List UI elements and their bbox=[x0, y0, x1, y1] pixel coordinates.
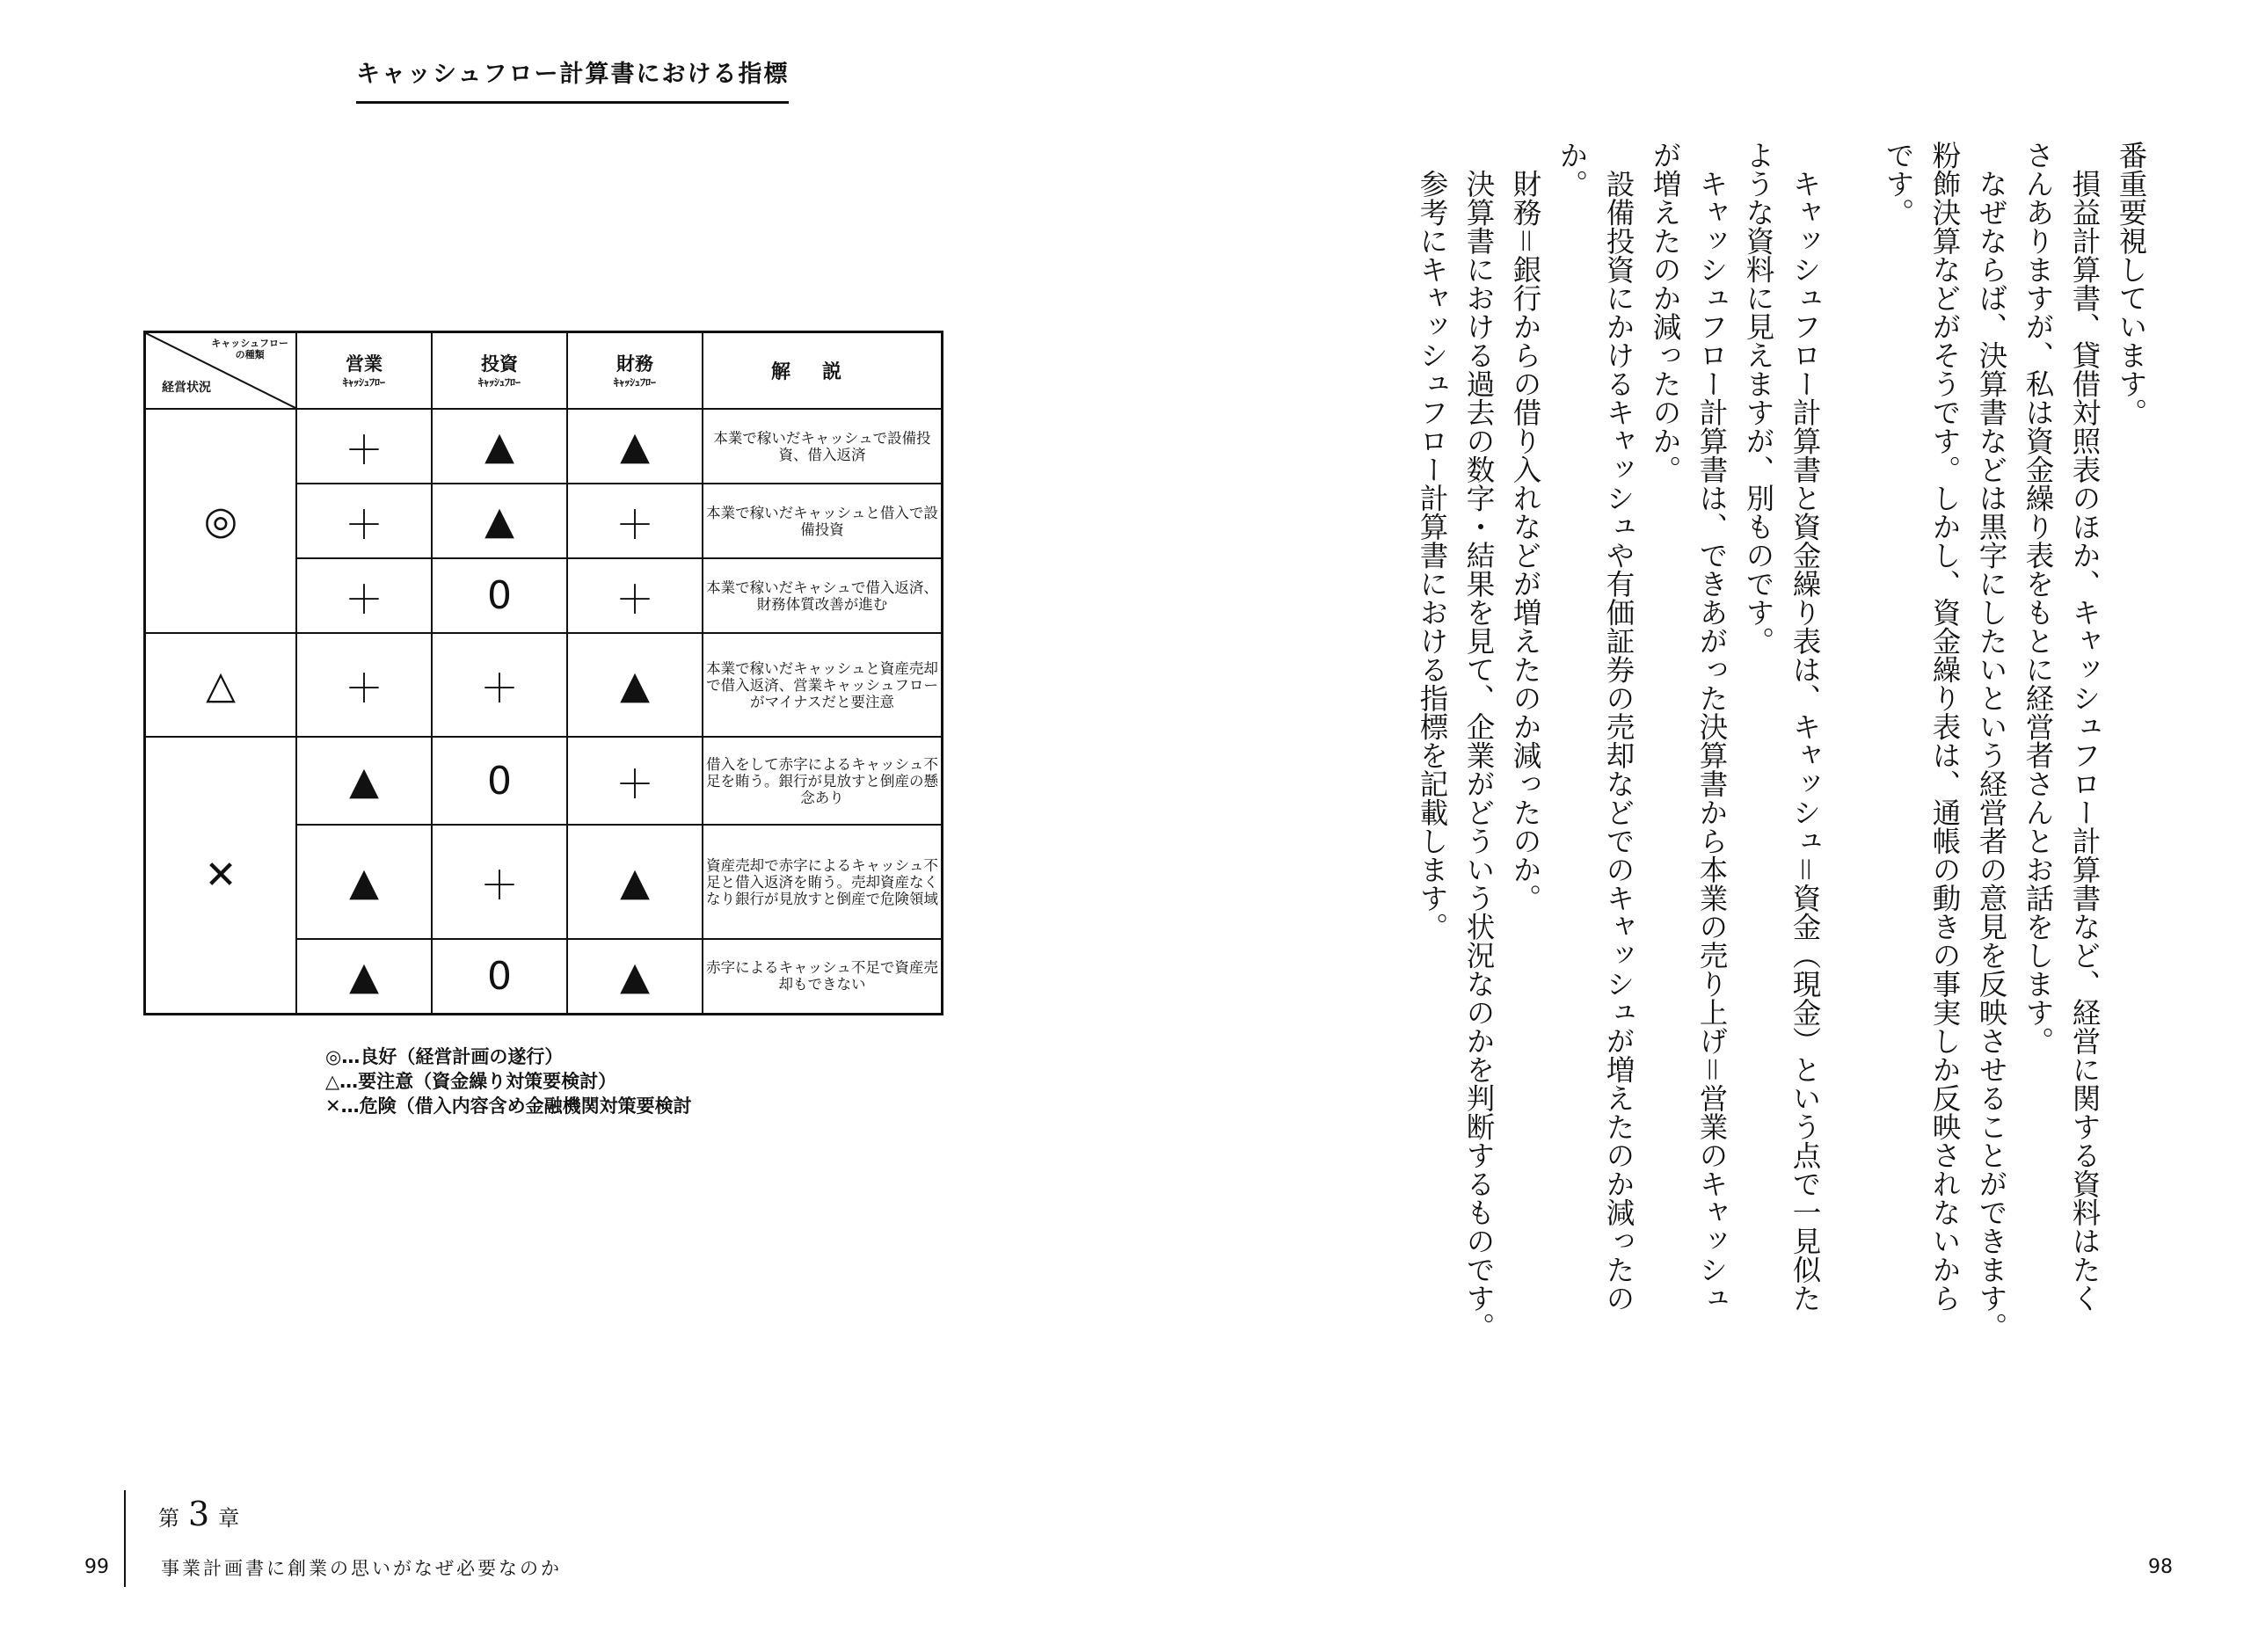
table-row bbox=[145, 737, 943, 825]
body-line: キャッシュフロー計算書は、できあがった決算書から本業の売り上げ＝営業のキャッシュ bbox=[1695, 141, 1729, 1313]
financing-value: ▲ bbox=[567, 825, 703, 939]
body-line: ような資料に見えますが、別ものです。 bbox=[1742, 141, 1775, 655]
explanation-text: 借入をして赤字によるキャッシュ不足を賄う。銀行が見放すと倒産の懸念あり bbox=[703, 737, 943, 825]
body-line: 粉飾決算などがそうです。しかし、資金繰り表は、通帳の動きの事実しか反映されないから bbox=[1928, 141, 1962, 1313]
status-danger: ✕ bbox=[145, 737, 297, 1014]
corner-cashflow-type: キャッシュフロー の種類 bbox=[211, 338, 288, 360]
operating-value: ＋ bbox=[296, 484, 432, 558]
legend-caution: △…要注意（資金繰り対策要検討） bbox=[325, 1071, 617, 1092]
body-line: なぜならば、決算書などは黒字にしたいという経営者の意見を反映させることができます。 bbox=[1975, 141, 2008, 1341]
financing-value: ▲ bbox=[567, 939, 703, 1014]
operating-value: ▲ bbox=[296, 825, 432, 939]
body-line: 設備投資にかけるキャッシュや有価証券の売却などでのキャッシュが増えたのか減ったの bbox=[1602, 141, 1635, 1313]
investing-value: 0 bbox=[432, 737, 567, 825]
body-line: さんありますが、私は資金繰り表をもとに経営者さんとお話をします。 bbox=[2022, 141, 2055, 1055]
financing-value: ＋ bbox=[567, 737, 703, 825]
operating-value: ▲ bbox=[296, 737, 432, 825]
corner-management-status: 経営状況 bbox=[162, 381, 211, 395]
footer-divider bbox=[124, 1490, 126, 1587]
legend-good: ◎…良好（経営計画の遂行） bbox=[325, 1046, 564, 1067]
body-line: キャッシュフロー計算書と資金繰り表は、キャッシュ＝資金（現金）という点で一見似た bbox=[1788, 141, 1822, 1313]
body-line: です。 bbox=[1882, 141, 1915, 227]
status-good: ◎ bbox=[145, 409, 297, 633]
investing-value: ▲ bbox=[432, 409, 567, 484]
body-text-vertical bbox=[1310, 141, 2154, 1477]
explanation-text: 本業で稼いだキャシュで借入返済、財務体質改善が進む bbox=[703, 558, 943, 633]
operating-value: ＋ bbox=[296, 633, 432, 737]
figure-heading: キャッシュフロー計算書における指標 bbox=[356, 55, 789, 104]
explanation-text: 本業で稼いだキャッシュと資産売却で借入返済、営業キャッシュフローがマイナスだと要注意 bbox=[703, 633, 943, 737]
explanation-text: 本業で稼いだキャッシュで設備投資、借入返済 bbox=[703, 409, 943, 484]
investing-value: ＋ bbox=[432, 633, 567, 737]
chapter-label: 第 3 章 bbox=[158, 1495, 240, 1533]
operating-value: ▲ bbox=[296, 939, 432, 1014]
financing-value: ▲ bbox=[567, 409, 703, 484]
body-line: 決算書における過去の数字・結果を見て、企業がどういう状況なのかを判断するものです。 bbox=[1462, 141, 1496, 1341]
cashflow-indicator-table bbox=[143, 331, 943, 1015]
chapter-title: 事業計画書に創業の思いがなぜ必要なのか bbox=[161, 1558, 562, 1579]
table-corner-cell bbox=[145, 332, 297, 410]
investing-value: 0 bbox=[432, 939, 567, 1014]
financing-value: ▲ bbox=[567, 633, 703, 737]
table-row bbox=[145, 633, 943, 737]
page-number-left: 99 bbox=[84, 1556, 109, 1578]
explanation-text: 赤字によるキャッシュ不足で資産売却もできない bbox=[703, 939, 943, 1014]
body-line: 参考にキャッシュフロー計算書における指標を記載します。 bbox=[1416, 141, 1449, 941]
body-line: 番重要視しています。 bbox=[2115, 141, 2148, 426]
col-investing-cashflow: 投資 ｷｬｯｼｭﾌﾛｰ bbox=[432, 332, 567, 410]
col-financing-cashflow: 財務 ｷｬｯｼｭﾌﾛｰ bbox=[567, 332, 703, 410]
page-number-right: 98 bbox=[2148, 1556, 2173, 1578]
financing-value: ＋ bbox=[567, 558, 703, 633]
table-legend bbox=[325, 1044, 692, 1118]
investing-value: ＋ bbox=[432, 825, 567, 939]
operating-value: ＋ bbox=[296, 558, 432, 633]
col-operating-cashflow: 営業 ｷｬｯｼｭﾌﾛｰ bbox=[296, 332, 432, 410]
explanation-text: 本業で稼いだキャッシュと借入で設備投資 bbox=[703, 484, 943, 558]
investing-value: 0 bbox=[432, 558, 567, 633]
financing-value: ＋ bbox=[567, 484, 703, 558]
explanation-text: 資産売却で赤字によるキャッシュ不足と借入返済を賄う。売却資産なくなり銀行が見放すと倒産で危険領域 bbox=[703, 825, 943, 939]
col-explanation: 解説 bbox=[703, 332, 943, 410]
body-line: が増えたのか減ったのか。 bbox=[1649, 141, 1682, 484]
table-row bbox=[145, 409, 943, 484]
status-caution: △ bbox=[145, 633, 297, 737]
body-line: か。 bbox=[1555, 141, 1589, 198]
body-line: 財務＝銀行からの借り入れなどが増えたのか減ったのか。 bbox=[1509, 141, 1542, 913]
legend-danger: ✕…危険（借入内容含め金融機関対策要検討 bbox=[325, 1095, 692, 1117]
investing-value: ▲ bbox=[432, 484, 567, 558]
operating-value: ＋ bbox=[296, 409, 432, 484]
body-paragraph-gap bbox=[1828, 141, 1875, 1477]
body-line: 損益計算書、貸借対照表のほか、キャッシュフロー計算書など、経営に関する資料はたく bbox=[2068, 141, 2102, 1313]
